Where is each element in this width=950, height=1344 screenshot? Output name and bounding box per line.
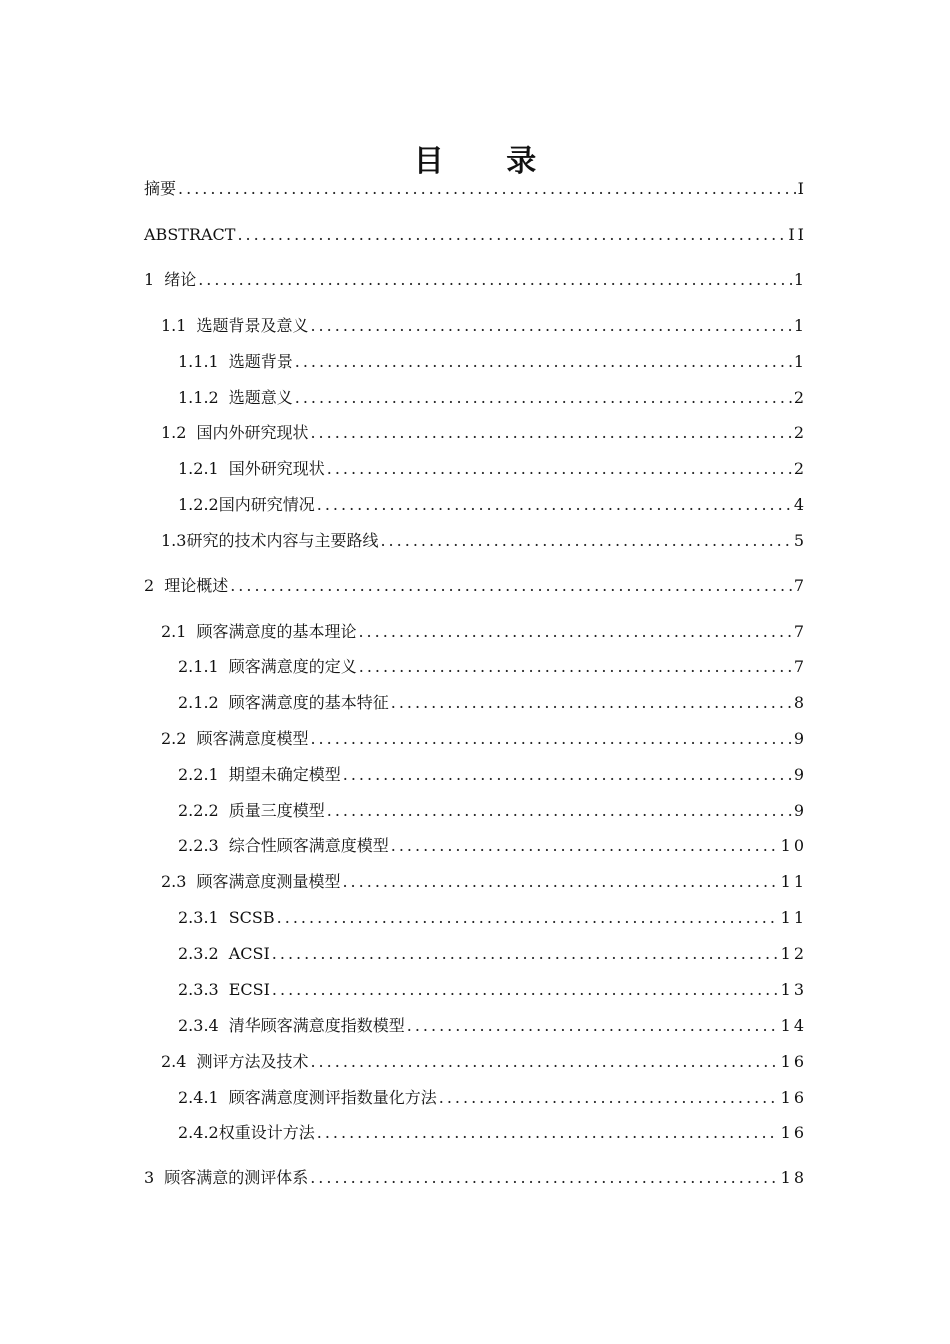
toc-entry-page: 9 [793, 801, 807, 820]
toc-entry[interactable] [144, 268, 807, 292]
toc-entry-page: 9 [793, 729, 807, 748]
toc-leader-dots [295, 350, 792, 374]
toc-entry-number: 1.2 [161, 423, 187, 442]
toc-leader-dots [198, 268, 792, 292]
toc-entry-page: 7 [793, 576, 807, 595]
toc-entry-label: 选题背景 [228, 352, 293, 371]
toc-entry-page: 8 [793, 693, 807, 712]
toc-entry-label: 顾客满意的测评体系 [164, 1168, 309, 1187]
toc-entry-text [178, 655, 357, 679]
toc-entry[interactable] [161, 620, 807, 644]
toc-entry-label: 顾客满意度测量模型 [196, 872, 341, 891]
toc-entry-label: ACSI [228, 944, 270, 963]
toc-entry-number: 1.1.1 [178, 352, 219, 371]
toc-entry-number: 2.4.1 [178, 1088, 219, 1107]
toc-leader-dots [359, 655, 792, 679]
toc-entry-label: 理论概述 [164, 576, 229, 595]
toc-entry-text [178, 942, 270, 966]
toc-entry[interactable] [161, 314, 807, 338]
toc-entry-number: 2.4.2 [178, 1123, 219, 1142]
toc-entry-text [178, 350, 293, 374]
toc-entry-number: 2.3.4 [178, 1016, 219, 1035]
toc-entry-label: 国内研究情况 [218, 495, 315, 514]
toc-entry-label: ECSI [228, 980, 270, 999]
toc-entry-number: 1.3 [161, 531, 187, 550]
toc-entry-page: 16 [780, 1088, 807, 1107]
toc-leader-dots [277, 906, 779, 930]
toc-entry[interactable] [178, 978, 807, 1002]
toc-entry-page: 2 [793, 423, 807, 442]
toc-entry-label: ABSTRACT [144, 225, 236, 244]
toc-entry-label: 顾客满意度模型 [196, 729, 309, 748]
toc-entry[interactable] [144, 177, 807, 201]
toc-entry[interactable] [161, 1050, 807, 1074]
toc-entry-page: 10 [780, 836, 807, 855]
toc-entry-label: SCSB [228, 908, 275, 927]
toc-entry-page: 1 [793, 270, 807, 289]
toc-leader-dots [327, 457, 792, 481]
toc-entry[interactable] [144, 574, 807, 598]
toc-entry-label: 研究的技术内容与主要路线 [186, 531, 379, 550]
toc-entry-label: 国内外研究现状 [196, 423, 309, 442]
toc-leader-dots [391, 834, 779, 858]
toc-entry-number: 2.4 [161, 1052, 187, 1071]
toc-entry[interactable] [178, 457, 807, 481]
toc-leader-dots [178, 177, 796, 201]
toc-entry[interactable] [161, 727, 807, 751]
toc-entry-number: 2.3 [161, 872, 187, 891]
toc-leader-dots [272, 942, 779, 966]
toc-entry-label: 选题意义 [228, 388, 293, 407]
toc-leader-dots [237, 223, 786, 247]
toc-entry-page: 13 [780, 980, 807, 999]
toc-entry[interactable] [178, 1086, 807, 1110]
toc-entry[interactable] [178, 655, 807, 679]
toc-entry-number: 1.1.2 [178, 388, 219, 407]
toc-entry-number: 1 [144, 270, 155, 289]
toc-leader-dots [317, 493, 792, 517]
toc-entry-text [178, 1014, 405, 1038]
toc-entry-number: 3 [144, 1168, 155, 1187]
toc-leader-dots [295, 386, 792, 410]
toc-entry-label: 国外研究现状 [228, 459, 325, 478]
toc-leader-dots [439, 1086, 779, 1110]
toc-entry-page: 18 [780, 1168, 807, 1187]
toc-entry-label: 顾客满意度的定义 [228, 657, 357, 676]
toc-leader-dots [317, 1121, 779, 1145]
toc-entry-number: 2.2.3 [178, 836, 219, 855]
toc-entry-page: 9 [793, 765, 807, 784]
toc-entry[interactable] [178, 493, 807, 517]
toc-entry[interactable] [178, 799, 807, 823]
toc-entry-label: 质量三度模型 [228, 801, 325, 820]
toc-entry-label: 顾客满意度测评指数量化方法 [228, 1088, 437, 1107]
toc-entry-text [178, 763, 341, 787]
toc-entry-page: 11 [780, 872, 807, 891]
toc-entry-number: 2.2 [161, 729, 187, 748]
toc-entry-text [161, 314, 308, 338]
toc-entry-page: 14 [780, 1016, 807, 1035]
toc-entry[interactable] [161, 529, 807, 553]
toc-entry-page: 2 [793, 459, 807, 478]
toc-entry-number: 2.3.3 [178, 980, 219, 999]
toc-entry-label: 权重设计方法 [218, 1123, 315, 1142]
toc-entry-text [144, 223, 235, 247]
toc-entry[interactable] [178, 350, 807, 374]
toc-entry-page: I [797, 179, 807, 198]
toc-entry-text [144, 268, 196, 292]
toc-entry-text [161, 421, 308, 445]
toc-entry-page: 16 [780, 1052, 807, 1071]
toc-entry-label: 测评方法及技术 [196, 1052, 309, 1071]
toc-entry-text [144, 177, 176, 201]
toc-entry-page: 7 [793, 657, 807, 676]
toc-entry-page: 1 [793, 316, 807, 335]
toc-leader-dots [310, 1166, 778, 1190]
toc-entry-text [161, 870, 340, 894]
toc-entry-number: 2.3.2 [178, 944, 219, 963]
toc-leader-dots [380, 529, 791, 553]
toc-entry-number: 2.2.1 [178, 765, 219, 784]
toc-entry-text [161, 620, 356, 644]
toc-entry-label: 绪论 [164, 270, 197, 289]
toc-entry-label: 综合性顾客满意度模型 [228, 836, 389, 855]
toc-entry[interactable] [144, 1166, 807, 1190]
toc-entry[interactable] [178, 763, 807, 787]
toc-entry[interactable] [161, 421, 807, 445]
toc-entry[interactable] [178, 942, 807, 966]
toc-entry-number: 1.2.1 [178, 459, 219, 478]
toc-leader-dots [230, 574, 792, 598]
toc-entry-page: II [788, 225, 807, 244]
toc-entry-label: 选题背景及意义 [196, 316, 309, 335]
toc-leader-dots [407, 1014, 779, 1038]
toc-entry[interactable] [178, 691, 807, 715]
toc-entry-text [178, 1086, 437, 1110]
toc-leader-dots [310, 1050, 778, 1074]
toc-entry-number: 1.1 [161, 316, 187, 335]
toc-entry-label: 顾客满意度的基本特征 [228, 693, 389, 712]
toc-entry-label: 顾客满意度的基本理论 [196, 622, 357, 641]
toc-entry-page: 7 [793, 622, 807, 641]
toc-leader-dots [327, 799, 792, 823]
toc-leader-dots [310, 727, 791, 751]
toc-entry-page: 2 [793, 388, 807, 407]
toc-entry[interactable] [144, 223, 807, 247]
toc-entry-text [178, 1121, 315, 1145]
toc-entry-page: 12 [780, 944, 807, 963]
toc-entry-text [178, 386, 293, 410]
page-title: 目 录 [413, 144, 563, 180]
toc-entry-number: 1.2.2 [178, 495, 219, 514]
toc-entry-text [161, 529, 378, 553]
toc-entry-page: 5 [793, 531, 807, 550]
toc-entry-text [178, 457, 325, 481]
toc-entry-text [178, 691, 389, 715]
toc-entry-page: 4 [793, 495, 807, 514]
toc-entry-number: 2.1.2 [178, 693, 219, 712]
toc-entry-text [161, 727, 308, 751]
toc-entry-number: 2.2.2 [178, 801, 219, 820]
toc-leader-dots [343, 763, 792, 787]
toc-entry-text [178, 493, 315, 517]
toc-leader-dots [310, 421, 791, 445]
toc-entry-text [178, 799, 325, 823]
toc-entry-label: 摘要 [144, 179, 177, 198]
toc-entry-label: 清华顾客满意度指数模型 [228, 1016, 405, 1035]
toc-entry-number: 2.1 [161, 622, 187, 641]
toc-leader-dots [342, 870, 778, 894]
toc-entry-text [178, 978, 270, 1002]
toc-entry-text [161, 1050, 308, 1074]
toc-entry-text [144, 1166, 308, 1190]
toc-entry-label: 期望未确定模型 [228, 765, 341, 784]
toc-leader-dots [310, 314, 791, 338]
toc-entry-number: 2.3.1 [178, 908, 219, 927]
toc-entry-page: 16 [780, 1123, 807, 1142]
toc-entry[interactable] [178, 386, 807, 410]
toc-entry-page: 1 [793, 352, 807, 371]
toc-entry-text [144, 574, 228, 598]
toc-leader-dots [391, 691, 792, 715]
toc-entry[interactable] [178, 1014, 807, 1038]
toc-leader-dots [272, 978, 779, 1002]
toc-entry-text [178, 834, 389, 858]
toc-entry-number: 2.1.1 [178, 657, 219, 676]
toc-leader-dots [358, 620, 791, 644]
toc-entry-text [178, 906, 275, 930]
toc-entry[interactable] [161, 870, 807, 894]
toc-entry[interactable] [178, 834, 807, 858]
toc-entry[interactable] [178, 906, 807, 930]
toc-entry-page: 11 [780, 908, 807, 927]
toc-entry-number: 2 [144, 576, 155, 595]
toc-entry[interactable] [178, 1121, 807, 1145]
